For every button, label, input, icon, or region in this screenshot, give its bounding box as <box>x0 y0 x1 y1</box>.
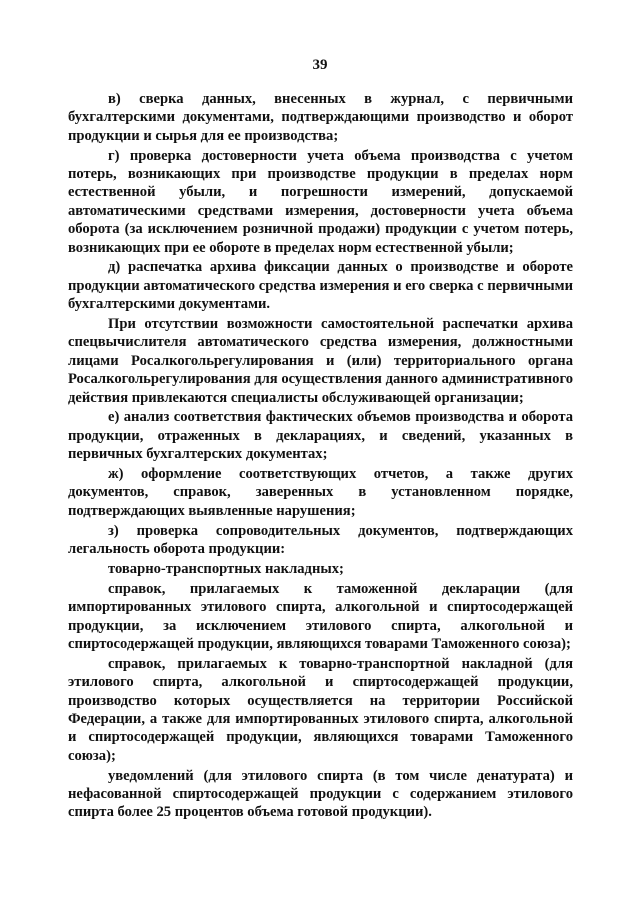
paragraph-zh: ж) оформление соответствующих отчетов, а также других документов, справок, заверенных в установленном порядке, подтверждающих выявленные нарушения; <box>68 466 573 519</box>
page-number: 39 <box>312 57 328 73</box>
paragraph-d: д) распечатка архива фиксации данных о производстве и обороте продукции автоматического средства измерения и его сверка с первичными бухгалтерскими документами. <box>68 259 573 313</box>
list-item-customs-certificates: справок, прилагаемых к таможенной декларации (для импортированных этилового спирта, алкогольной и спиртосодержащей продукции, за исключением этилового спирта, алкогольной и спиртосодержащей продукции, являющихся товарами Таможенного союза); <box>68 580 573 652</box>
paragraph-z: з) проверка сопроводительных документов, подтверждающих легальность оборота продукции: <box>68 522 573 558</box>
paragraph-e: е) анализ соответствия фактических объемов производства и оборота продукции, отраженных в декларациях, и сведений, указанных в первичных бухгалтерских документах; <box>68 409 573 463</box>
list-item-waybill-certificates: справок, прилагаемых к товарно-транспортной накладной (для этилового спирта, алкогольной и спиртосодержащей продукции, производство которых осуществляется на территории Российской Федерации, а также для импортированных этилового спирта, алкогольной и спиртосодержащей продукции, являющихся товарами Таможенного союза); <box>68 655 573 764</box>
paragraph-v: в) сверка данных, внесенных в журнал, с первичными бухгалтерскими документами, подтверждающими производство и оборот продукции и сырья для ее производства; <box>68 91 573 144</box>
document-body <box>68 90 573 823</box>
list-item-waybills: товарно-транспортных накладных; <box>108 560 344 577</box>
paragraph-archive-note: При отсутствии возможности самостоятельной распечатки архива спецвычислителя автоматического средства измерения, должностными лицами Росалкогольрегулирования и (или) территориального органа Росалкогольрегулирования для осуществления данного административного действия привлекаются специалисты обслуживающей организации; <box>68 316 574 406</box>
paragraph-g: г) проверка достоверности учета объема производства с учетом потерь, возникающих при производстве продукции в пределах норм естественной убыли, и погрешности измерений, допускаемой автоматическими средствами измерения, достоверности учета объема оборота (за исключением розничной продажи) продукции с учетом потерь, возникающих при ее обороте в пределах норм естественной убыли; <box>68 147 573 256</box>
list-item-notifications: уведомлений (для этилового спирта (в том числе денатурата) и нефасованной спиртосодержащей продукции с содержанием этилового спирта более 25 процентов объема готовой продукции). <box>68 767 573 821</box>
